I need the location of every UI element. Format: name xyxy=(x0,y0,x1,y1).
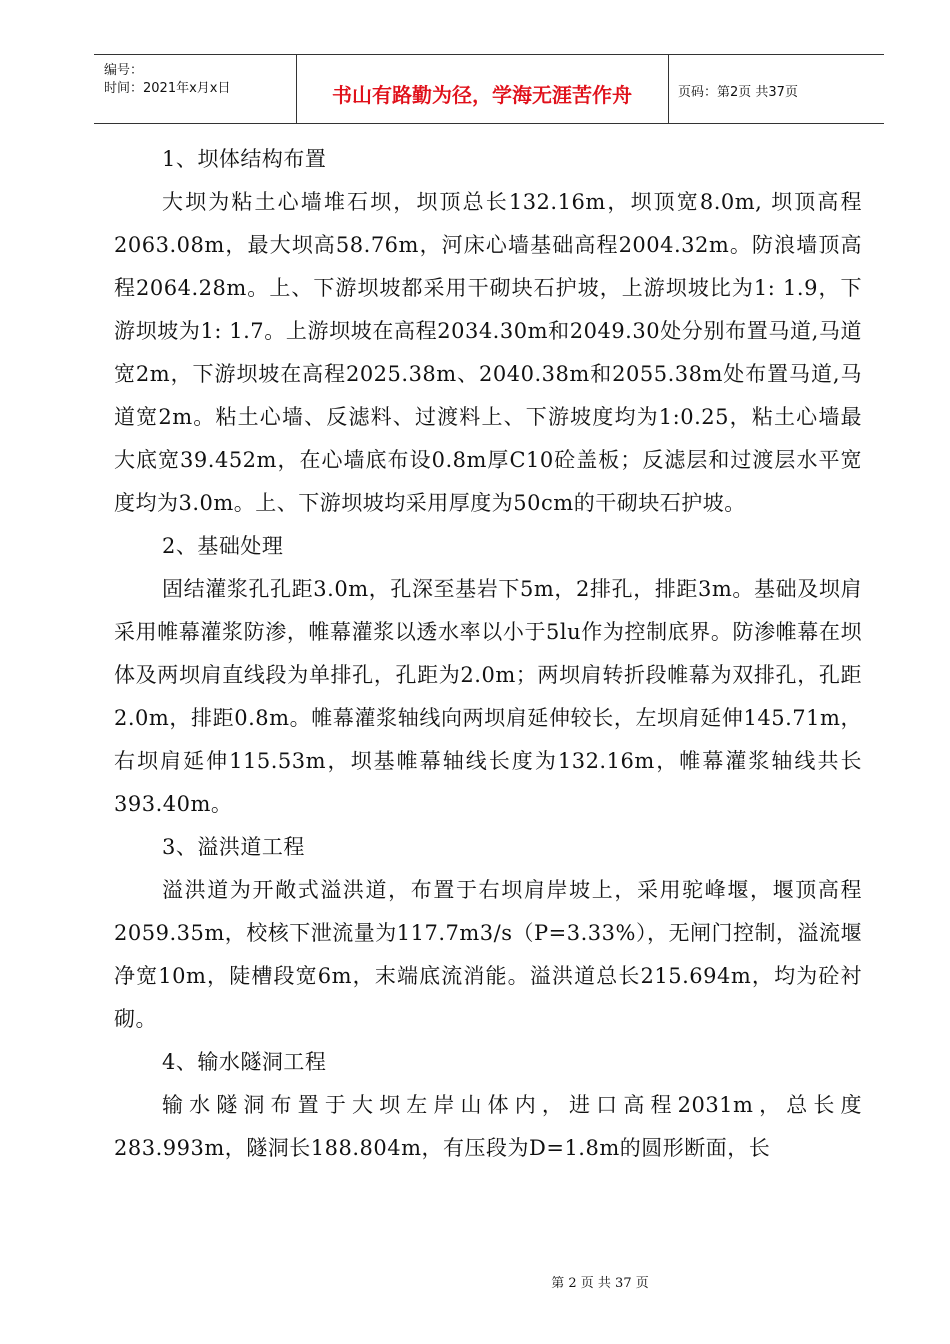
paragraph-tunnel: 输水隧洞布置于大坝左岸山体内，进口高程2031m，总长度283.993m，隧洞长188.804m，有压段为D=1.8m的圆形断面，长 xyxy=(114,1093,862,1160)
document-number-label: 编号： xyxy=(104,63,144,78)
page-header xyxy=(94,54,884,124)
header-motto: 书山有路勤为径，学海无涯苦作舟 xyxy=(332,83,632,107)
footer-page-number: 第 2 页 共 37 页 xyxy=(551,1276,649,1291)
paragraph-foundation: 固结灌浆孔孔距3.0m，孔深至基岩下5m，2排孔，排距3m。基础及坝肩采用帷幕灌浆防渗，帷幕灌浆以透水率以小于5lu作为控制底界。防渗帷幕在坝体及两坝肩直线段为单排孔，孔距为2.0m；两坝肩转折段帷幕为双排孔，孔距2.0m，排距0.8m。帷幕灌浆轴线向两坝肩延伸较长，左坝肩延伸145.71m，右坝肩延伸115.53m，坝基帷幕轴线长度为132.16m，帷幕灌浆轴线共长393.40m。 xyxy=(114,577,862,816)
section-heading-foundation: 2、基础处理 xyxy=(162,534,284,558)
document-body xyxy=(114,138,862,1170)
header-motto-cell xyxy=(296,55,669,123)
paragraph-spillway: 溢洪道为开敞式溢洪道，布置于右坝肩岸坡上，采用驼峰堰，堰顶高程2059.35m，校核下泄流量为117.7m3/s（P=3.33%），无闸门控制，溢流堰净宽10m，陡槽段宽6m，末端底流消能。溢洪道总长215.694m，均为砼衬砌。 xyxy=(114,878,862,1031)
section-heading-dam-structure: 1、坝体结构布置 xyxy=(162,147,327,171)
header-page-info: 页码：第2页 共37页 xyxy=(678,85,798,100)
page-footer xyxy=(0,1272,950,1291)
header-page-cell xyxy=(668,55,884,123)
section-heading-tunnel: 4、输水隧洞工程 xyxy=(162,1050,327,1074)
header-meta-cell xyxy=(94,55,297,123)
section-heading-spillway: 3、溢洪道工程 xyxy=(162,835,305,859)
document-time: 时间：2021年x月x日 xyxy=(104,81,231,96)
paragraph-dam-structure: 大坝为粘土心墙堆石坝，坝顶总长132.16m，坝顶宽8.0m, 坝顶高程2063.08m，最大坝高58.76m，河床心墙基础高程2004.32m。防浪墙顶高程2064.28m。上、下游坝坡都采用干砌块石护坡，上游坝坡比为1: 1.9，下游坝坡为1: 1.7。上游坝坡在高程2034.30m和2049.30处分别布置马道,马道宽2m，下游坝坡在高程2025.38m、2040.38m和2055.38m处布置马道,马道宽2m。粘土心墙、反滤料、过渡料上、下游坡度均为1:0.25，粘土心墙最大底宽39.452m，在心墙底布设0.8m厚C10砼盖板；反滤层和过渡层水平宽度均为3.0m。上、下游坝坡均采用厚度为50cm的干砌块石护坡。 xyxy=(114,190,862,515)
